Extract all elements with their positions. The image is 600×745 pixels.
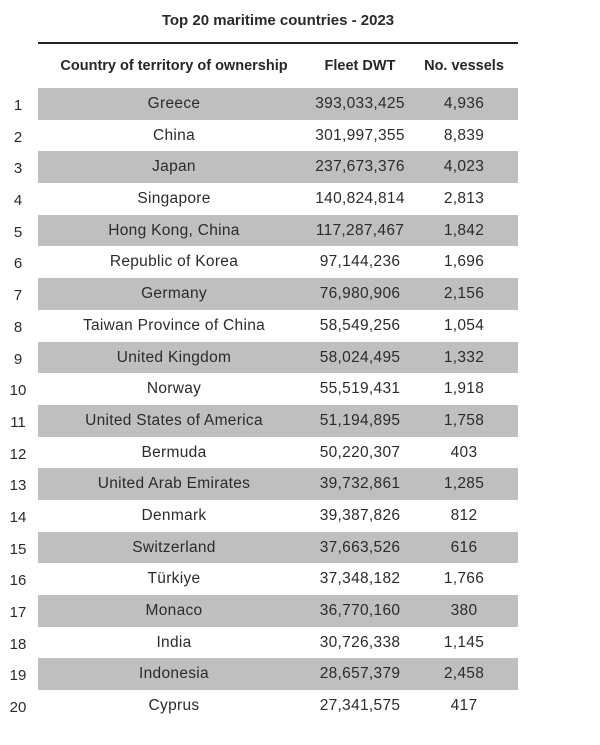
country-cell: India bbox=[156, 633, 192, 651]
vessels-cell: 812 bbox=[450, 506, 478, 524]
table-row bbox=[0, 246, 600, 278]
table-row bbox=[0, 658, 600, 690]
vessels-cell: 380 bbox=[450, 602, 478, 619]
vessels-cell: 2,156 bbox=[443, 285, 485, 303]
table-row bbox=[0, 468, 600, 500]
vessels-cell: 1,696 bbox=[443, 253, 485, 271]
vessels-cell: 1,758 bbox=[443, 411, 485, 429]
fleet-dwt-cell: 39,732,861 bbox=[319, 475, 401, 493]
fleet-dwt-cell: 140,824,814 bbox=[315, 190, 405, 208]
table-row bbox=[0, 690, 600, 722]
rank-cell: 8 bbox=[13, 318, 23, 336]
rank-cell: 20 bbox=[9, 699, 27, 717]
table-row bbox=[0, 151, 600, 183]
rank-cell: 6 bbox=[13, 255, 23, 273]
rank-cell: 5 bbox=[13, 223, 23, 241]
country-cell: China bbox=[153, 126, 195, 144]
rank-cell: 7 bbox=[13, 287, 23, 305]
vessels-cell: 417 bbox=[450, 697, 478, 715]
vessels-cell: 1,054 bbox=[443, 316, 485, 334]
rank-cell: 14 bbox=[9, 508, 27, 526]
fleet-dwt-cell: 39,387,826 bbox=[319, 506, 401, 524]
column-header-fleet-dwt: Fleet DWT bbox=[324, 58, 396, 74]
fleet-dwt-cell: 393,033,425 bbox=[315, 95, 405, 112]
rank-cell: 16 bbox=[9, 572, 27, 590]
table-row bbox=[0, 627, 600, 659]
vessels-cell: 1,145 bbox=[443, 633, 485, 651]
fleet-dwt-cell: 237,673,376 bbox=[315, 158, 405, 176]
country-cell: Bermuda bbox=[141, 443, 207, 461]
country-cell: Germany bbox=[141, 285, 207, 303]
fleet-dwt-cell: 30,726,338 bbox=[319, 633, 401, 651]
country-cell: United Kingdom bbox=[116, 348, 232, 366]
country-cell: Switzerland bbox=[132, 538, 216, 556]
country-cell: Greece bbox=[147, 95, 201, 112]
fleet-dwt-cell: 50,220,307 bbox=[319, 443, 401, 461]
fleet-dwt-cell: 28,657,379 bbox=[319, 665, 401, 683]
country-cell: Denmark bbox=[141, 506, 207, 524]
fleet-dwt-cell: 37,348,182 bbox=[319, 570, 401, 588]
fleet-dwt-cell: 51,194,895 bbox=[319, 411, 401, 429]
rank-cell: 18 bbox=[9, 635, 27, 653]
rank-cell: 9 bbox=[13, 350, 23, 368]
rank-cell: 15 bbox=[9, 540, 27, 558]
fleet-dwt-cell: 301,997,355 bbox=[315, 126, 405, 144]
rank-cell: 4 bbox=[13, 192, 23, 210]
rank-cell: 3 bbox=[13, 160, 23, 178]
fleet-dwt-cell: 36,770,160 bbox=[319, 602, 401, 619]
country-cell: United States of America bbox=[85, 411, 263, 429]
country-cell: Hong Kong, China bbox=[108, 221, 240, 239]
fleet-dwt-cell: 37,663,526 bbox=[319, 538, 401, 556]
vessels-cell: 1,285 bbox=[443, 475, 485, 493]
vessels-cell: 1,842 bbox=[443, 221, 485, 239]
column-header-country: Country of territory of ownership bbox=[60, 58, 288, 74]
vessels-cell: 1,332 bbox=[443, 348, 485, 366]
rank-cell: 11 bbox=[10, 413, 26, 431]
table-row bbox=[0, 88, 600, 120]
vessels-cell: 1,766 bbox=[443, 570, 485, 588]
vessels-cell: 4,023 bbox=[443, 158, 485, 176]
table-body bbox=[0, 88, 600, 722]
vessels-cell: 616 bbox=[450, 538, 478, 556]
country-cell: Indonesia bbox=[139, 665, 209, 683]
rank-cell: 10 bbox=[9, 382, 27, 400]
fleet-dwt-cell: 58,549,256 bbox=[319, 316, 401, 334]
table-row bbox=[0, 532, 600, 564]
vessels-cell: 4,936 bbox=[443, 95, 485, 112]
table-row bbox=[0, 120, 600, 152]
rank-cell: 12 bbox=[9, 445, 27, 463]
country-cell: Cyprus bbox=[148, 697, 200, 715]
fleet-dwt-cell: 76,980,906 bbox=[319, 285, 401, 303]
rank-cell: 13 bbox=[9, 477, 27, 495]
table-row bbox=[0, 500, 600, 532]
vessels-cell: 2,458 bbox=[443, 665, 485, 683]
table-row bbox=[0, 215, 600, 247]
vessels-cell: 2,813 bbox=[443, 190, 485, 208]
rank-cell: 1 bbox=[13, 97, 23, 114]
fleet-dwt-cell: 27,341,575 bbox=[319, 697, 401, 715]
fleet-dwt-cell: 97,144,236 bbox=[319, 253, 401, 271]
table-row bbox=[0, 183, 600, 215]
country-cell: Japan bbox=[152, 158, 196, 176]
country-cell: Singapore bbox=[137, 190, 211, 208]
country-cell: Norway bbox=[146, 380, 202, 398]
vessels-cell: 8,839 bbox=[443, 126, 485, 144]
table-title: Top 20 maritime countries - 2023 bbox=[161, 12, 395, 29]
country-cell: United Arab Emirates bbox=[97, 475, 251, 493]
fleet-dwt-cell: 55,519,431 bbox=[319, 380, 401, 398]
table-row bbox=[0, 278, 600, 310]
table-row bbox=[0, 437, 600, 469]
table-row bbox=[0, 595, 600, 627]
table-row bbox=[0, 310, 600, 342]
country-cell: Monaco bbox=[145, 602, 203, 619]
country-cell: Türkiye bbox=[147, 570, 201, 588]
rank-cell: 19 bbox=[9, 667, 27, 685]
table-row bbox=[0, 373, 600, 405]
rank-cell: 2 bbox=[13, 128, 23, 146]
table-header bbox=[38, 42, 518, 88]
fleet-dwt-cell: 117,287,467 bbox=[315, 221, 405, 239]
table-row bbox=[0, 342, 600, 374]
country-cell: Taiwan Province of China bbox=[82, 316, 266, 334]
country-cell: Republic of Korea bbox=[109, 253, 239, 271]
table-row bbox=[0, 405, 600, 437]
vessels-cell: 1,918 bbox=[443, 380, 485, 398]
table-row bbox=[0, 563, 600, 595]
column-header-vessels: No. vessels bbox=[424, 58, 504, 74]
fleet-dwt-cell: 58,024,495 bbox=[319, 348, 401, 366]
vessels-cell: 403 bbox=[450, 443, 478, 461]
rank-cell: 17 bbox=[9, 604, 27, 621]
